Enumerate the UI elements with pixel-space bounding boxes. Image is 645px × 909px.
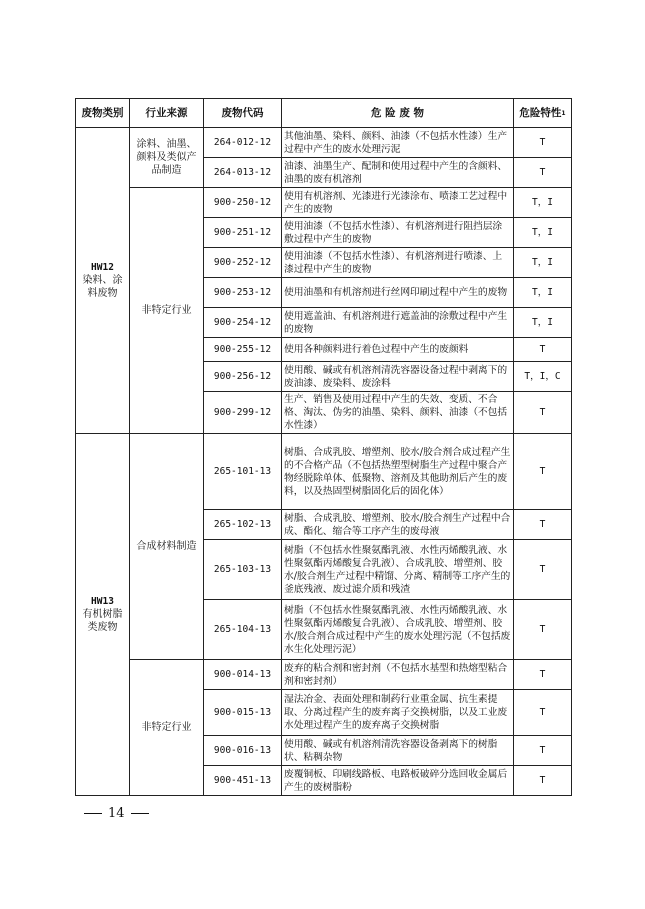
table-row: [76, 434, 572, 510]
waste-category-code: HW13: [91, 596, 114, 607]
waste-category-name: 染料、涂料废物: [82, 275, 123, 299]
waste-category-name: 有机树脂类废物: [82, 609, 123, 633]
waste-description-cell: 湿法冶金、表面处理和制药行业重金属、抗生素提取、分离过程产生的废弃离子交换树脂，以及工业废水处理过程产生的废弃离子交换树脂: [282, 690, 514, 736]
hazard-property-cell: T: [514, 600, 572, 660]
waste-code-cell: 900-250-12: [204, 188, 282, 218]
hazard-property-cell: T: [514, 736, 572, 766]
hazard-property-cell: T，I: [514, 218, 572, 248]
header-property: [514, 99, 572, 128]
waste-code-cell: 900-015-13: [204, 690, 282, 736]
waste-code-cell: 900-252-12: [204, 248, 282, 278]
waste-description-cell: 使用酸、碱或有机溶剂清洗容器设备过程中剥离下的废油漆、废染料、废涂料: [282, 362, 514, 392]
waste-description-cell: 使用酸、碱或有机溶剂清洗容器设备剥离下的树脂状、粘稠杂物: [282, 736, 514, 766]
waste-description-cell: 废覆铜板、印刷线路板、电路板破碎分选回收金属后产生的废树脂粉: [282, 766, 514, 796]
table-row: [76, 660, 572, 690]
waste-description-cell: 使用油漆（不包括水性漆）、有机溶剂进行喷漆、上漆过程中产生的废物: [282, 248, 514, 278]
waste-description-cell: 使用遮盖油、有机溶剂进行遮盖油的涂敷过程中产生的废物: [282, 308, 514, 338]
hazard-property-cell: T，I: [514, 308, 572, 338]
header-source: 行业来源: [130, 99, 204, 128]
header-waste: 危 险 废 物: [282, 99, 514, 128]
waste-description-cell: 树脂、合成乳胶、增塑剂、胶水/胶合剂生产过程中合成、酯化、缩合等工序产生的废母液: [282, 510, 514, 540]
industry-source-cell: 合成材料制造: [130, 434, 204, 660]
header-category: 废物类别: [76, 99, 130, 128]
hazard-property-cell: T: [514, 158, 572, 188]
waste-code-cell: 265-102-13: [204, 510, 282, 540]
waste-description-cell: 使用有机溶剂、光漆进行光漆涂布、喷漆工艺过程中产生的废物: [282, 188, 514, 218]
table-header-row: [76, 99, 572, 128]
waste-category-cell: [76, 128, 130, 434]
hazardous-waste-table: [75, 98, 572, 796]
industry-source-cell: 非特定行业: [130, 188, 204, 434]
hazard-property-cell: T: [514, 128, 572, 158]
waste-code-cell: 900-299-12: [204, 392, 282, 434]
header-property-label: 危险特性: [519, 106, 562, 119]
waste-code-cell: 900-016-13: [204, 736, 282, 766]
waste-code-cell: 265-103-13: [204, 540, 282, 600]
waste-description-cell: 树脂、合成乳胶、增塑剂、胶水/胶合剂合成过程产生的不合格产品（不包括热塑型树脂生产过程中聚合产物经脱除单体、低聚物、溶剂及其他助剂后产生的废料，以及热固型树脂固化后的固化体）: [282, 434, 514, 510]
waste-description-cell: 使用各种颜料进行着色过程中产生的废颜料: [282, 338, 514, 362]
hazard-property-cell: T: [514, 540, 572, 600]
waste-description-cell: 其他油墨、染料、颜料、油漆（不包括水性漆）生产过程中产生的废水处理污泥: [282, 128, 514, 158]
table-body: [76, 128, 572, 796]
waste-description-cell: 废弃的粘合剂和密封剂（不包括水基型和热熔型粘合剂和密封剂）: [282, 660, 514, 690]
waste-description-cell: 使用油墨和有机溶剂进行丝网印刷过程中产生的废物: [282, 278, 514, 308]
page-dash-left: [84, 813, 102, 814]
waste-code-cell: 900-254-12: [204, 308, 282, 338]
waste-code-cell: 900-451-13: [204, 766, 282, 796]
waste-code-cell: 900-014-13: [204, 660, 282, 690]
waste-code-cell: 265-104-13: [204, 600, 282, 660]
page-number: [78, 806, 155, 821]
waste-code-cell: 900-253-12: [204, 278, 282, 308]
waste-code-cell: 900-255-12: [204, 338, 282, 362]
header-property-footnote: 1: [561, 109, 566, 117]
page-number-text: 14: [108, 806, 125, 821]
waste-code-cell: 265-101-13: [204, 434, 282, 510]
hazard-property-cell: T: [514, 392, 572, 434]
waste-description-cell: 生产、销售及使用过程中产生的失效、变质、不合格、淘汰、伪劣的油墨、染料、颜料、油漆（不包括水性漆）: [282, 392, 514, 434]
waste-code-cell: 264-013-12: [204, 158, 282, 188]
hazard-property-cell: T，I: [514, 278, 572, 308]
hazard-property-cell: T，I，C: [514, 362, 572, 392]
waste-description-cell: 树脂（不包括水性聚氨酯乳液、水性丙烯酸乳液、水性聚氨酯丙烯酸复合乳液）、合成乳胶、增塑剂、胶水/胶合剂生产过程中精馏、分离、精制等工序产生的釜底残液、废过滤介质和残渣: [282, 540, 514, 600]
hazard-property-cell: T，I: [514, 188, 572, 218]
industry-source-cell: 非特定行业: [130, 660, 204, 796]
hazard-property-cell: T，I: [514, 248, 572, 278]
hazard-property-cell: T: [514, 690, 572, 736]
header-code: 废物代码: [204, 99, 282, 128]
hazard-property-cell: T: [514, 434, 572, 510]
industry-source-cell: 涂料、油墨、颜料及类似产品制造: [130, 128, 204, 188]
waste-code-cell: 900-251-12: [204, 218, 282, 248]
hazard-property-cell: T: [514, 338, 572, 362]
hazard-property-cell: T: [514, 766, 572, 796]
waste-code-cell: 900-256-12: [204, 362, 282, 392]
waste-description-cell: 油漆、油墨生产、配制和使用过程中产生的含颜料、油墨的废有机溶剂: [282, 158, 514, 188]
hazard-property-cell: T: [514, 510, 572, 540]
table-row: [76, 128, 572, 158]
page-dash-right: [131, 813, 149, 814]
waste-description-cell: 树脂（不包括水性聚氨酯乳液、水性丙烯酸乳液、水性聚氨酯丙烯酸复合乳液）、合成乳胶、增塑剂、胶水/胶合剂合成过程中产生的废水处理污泥（不包括废水生化处理污泥）: [282, 600, 514, 660]
hazard-property-cell: T: [514, 660, 572, 690]
waste-category-code: HW12: [91, 262, 114, 273]
table-row: [76, 188, 572, 218]
waste-code-cell: 264-012-12: [204, 128, 282, 158]
waste-category-cell: [76, 434, 130, 796]
waste-description-cell: 使用油漆（不包括水性漆）、有机溶剂进行阻挡层涂敷过程中产生的废物: [282, 218, 514, 248]
